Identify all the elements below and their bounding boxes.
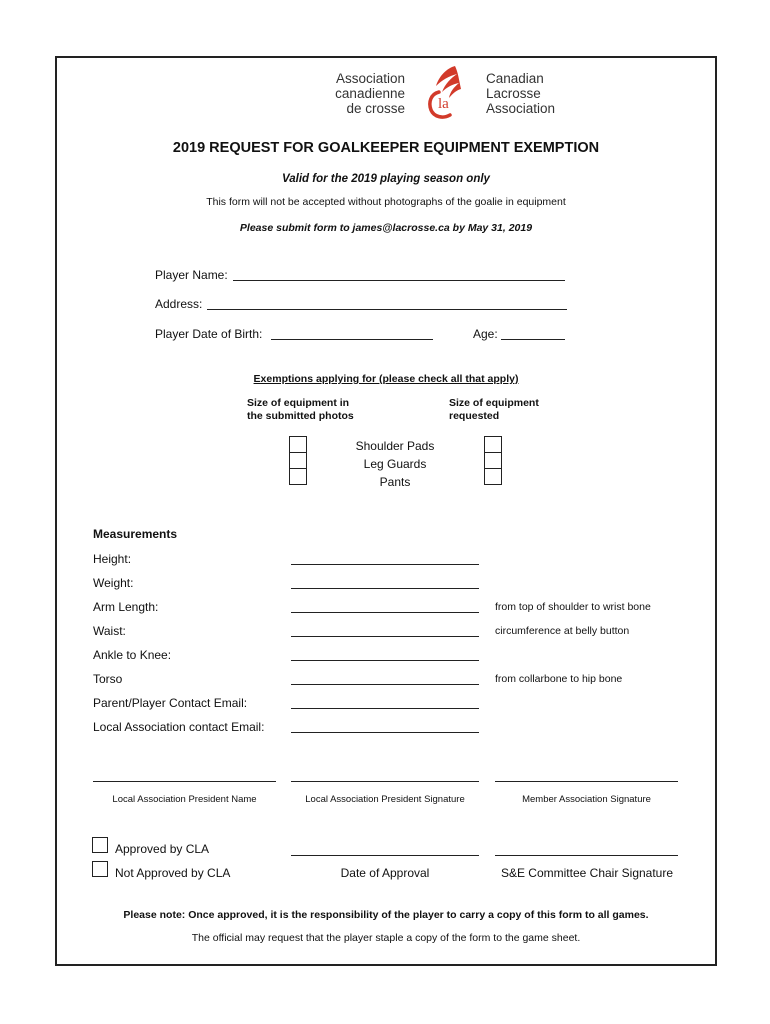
equipment-item: Leg Guards [363,457,427,471]
parent-email-label: Parent/Player Contact Email: [93,696,248,710]
logo-text-french [285,71,405,116]
weight-field[interactable] [291,576,479,589]
form-subtitle: Valid for the 2019 playing season only [282,173,490,185]
logo-line: Canadian [486,71,544,86]
address-field[interactable] [207,297,567,310]
president-name-caption: Local Association President Name [112,794,257,805]
association-email-field[interactable] [291,720,479,733]
cla-logo-icon [409,62,479,122]
height-field[interactable] [291,552,479,565]
arm-length-note: from top of shoulder to wrist bone [495,601,651,613]
parent-email-field[interactable] [291,696,479,709]
arm-length-label: Arm Length: [93,600,159,614]
not-approved-checkbox[interactable] [92,861,108,877]
equipment-list [335,437,455,491]
date-of-approval-field[interactable] [291,855,479,856]
shoulder-pads-photo-checkbox[interactable] [289,436,307,453]
chair-signature-field[interactable] [495,855,678,856]
age-label: Age: [473,327,498,341]
requested-size-checkboxes [484,436,504,485]
form-title: 2019 REQUEST FOR GOALKEEPER EQUIPMENT EXEMPTION [172,140,600,156]
logo-line: canadienne [335,86,405,101]
not-approved-label: Not Approved by CLA [115,866,231,880]
pants-photo-checkbox[interactable] [289,468,307,485]
measurements-title: Measurements [93,527,178,541]
chair-signature-label: S&E Committee Chair Signature [500,866,674,880]
president-name-field[interactable] [93,781,276,782]
shoulder-pads-requested-checkbox[interactable] [484,436,502,453]
form-border [55,56,717,966]
logo-line: de crosse [346,101,405,116]
game-sheet-note: The official may request that the player staple a copy of the form to the game sheet. [191,932,581,944]
waist-note: circumference at belly button [495,625,630,637]
equipment-item: Pants [379,475,411,489]
exemptions-heading: Exemptions applying for (please check all that apply) [253,373,519,385]
approved-checkbox[interactable] [92,837,108,853]
column-heading-line: the submitted photos [247,410,354,422]
pants-requested-checkbox[interactable] [484,468,502,485]
logo-line: Lacrosse [486,86,541,101]
date-of-approval-label: Date of Approval [340,866,430,880]
leg-guards-photo-checkbox[interactable] [289,452,307,469]
waist-field[interactable] [291,624,479,637]
logo-mark-text: la [438,96,449,112]
torso-label: Torso [93,672,123,686]
requested-size-column-heading [449,397,539,423]
photo-size-column-heading [247,397,354,423]
equipment-item: Shoulder Pads [355,439,435,453]
player-name-field[interactable] [233,268,565,281]
association-email-label: Local Association contact Email: [93,720,265,734]
leg-guards-requested-checkbox[interactable] [484,452,502,469]
torso-field[interactable] [291,672,479,685]
logo-text-english [486,71,606,116]
photo-size-checkboxes [289,436,309,485]
approval-responsibility-note: Please note: Once approved, it is the responsibility of the player to carry a copy of this form to all games. [123,909,649,921]
column-heading-line: Size of equipment [449,397,539,409]
arm-length-field[interactable] [291,600,479,613]
weight-label: Weight: [93,576,134,590]
submit-note: Please submit form to james@lacrosse.ca by May 31, 2019 [239,222,533,234]
column-heading-line: requested [449,410,500,422]
torso-note: from collarbone to hip bone [495,673,623,685]
member-signature-caption: Member Association Signature [522,794,651,805]
member-signature-field[interactable] [495,781,678,782]
player-name-label: Player Name: [155,268,228,282]
ankle-to-knee-field[interactable] [291,648,479,661]
age-field[interactable] [501,327,565,340]
ankle-to-knee-label: Ankle to Knee: [93,648,172,662]
president-signature-caption: Local Association President Signature [305,794,465,805]
address-label: Address: [155,297,203,311]
approved-label: Approved by CLA [115,842,210,856]
dob-label: Player Date of Birth: [155,327,263,341]
height-label: Height: [93,552,132,566]
logo-line: Association [335,71,405,86]
waist-label: Waist: [93,624,126,638]
president-signature-field[interactable] [291,781,479,782]
column-heading-line: Size of equipment in [247,397,350,409]
photo-note: This form will not be accepted without photographs of the goalie in equipment [206,196,566,208]
dob-field[interactable] [271,327,433,340]
logo-line: Association [486,101,556,116]
